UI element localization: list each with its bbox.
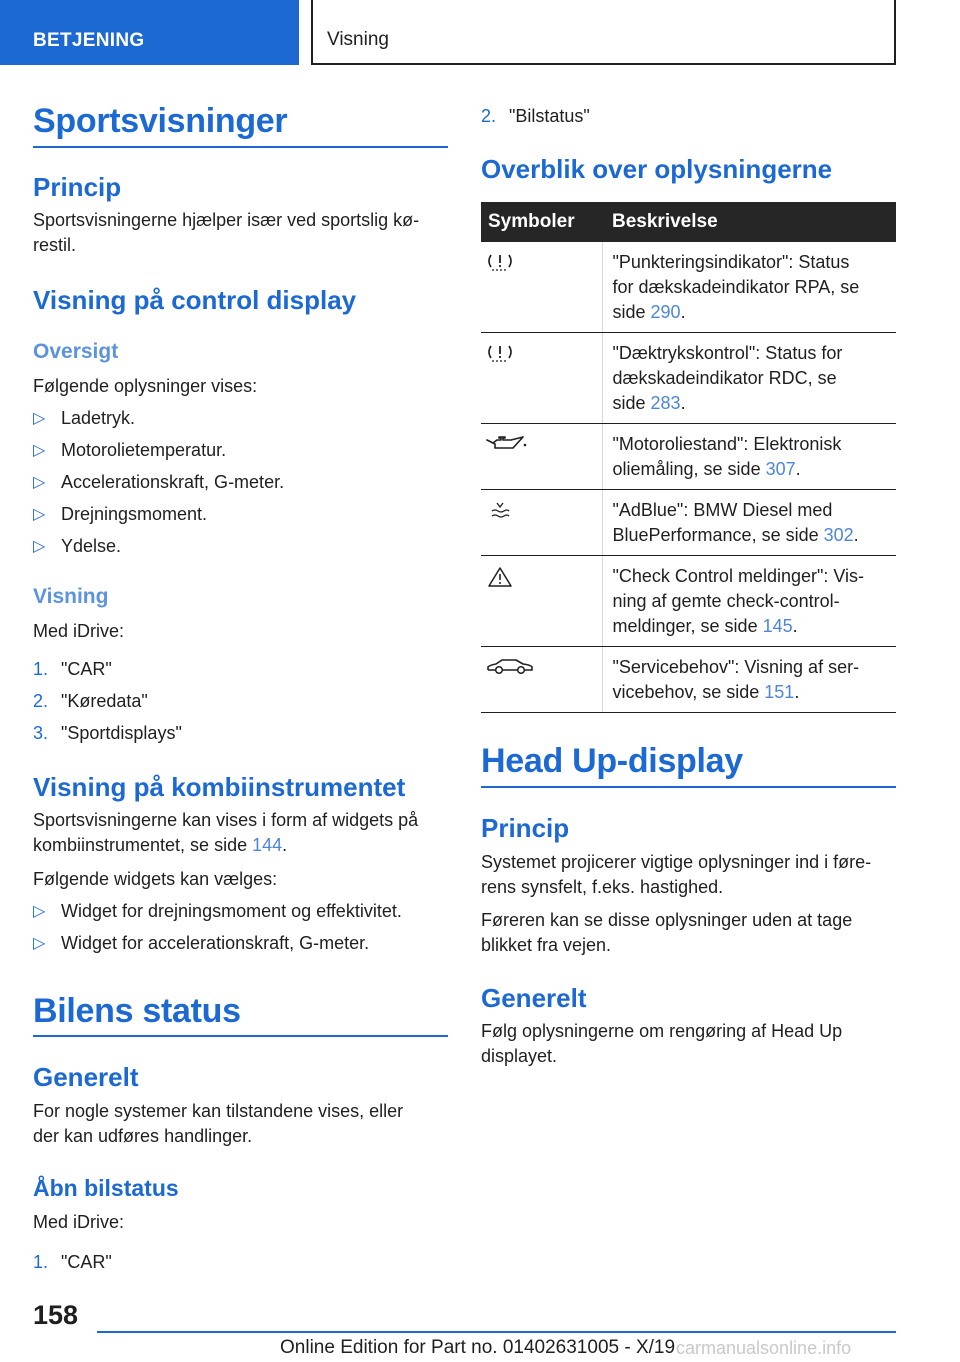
paragraph-princip-line-1: Systemet projicerer vigtige oplysninger ind i føre- bbox=[481, 852, 872, 872]
table-header-row bbox=[481, 202, 896, 242]
paragraph-kombi-line-1: Sportsvisningerne kan vises i form af widgets på bbox=[33, 810, 419, 830]
column-header-symboler: Symboler bbox=[481, 202, 602, 242]
heading-visning: Visning bbox=[33, 585, 109, 608]
table-row: "Dæktrykskontrol": Status for dækskadeindikator RDC, se side 283. bbox=[481, 333, 896, 424]
tire-pressure-icon bbox=[485, 343, 515, 363]
table-row: "Motoroliestand": Elektronisk oliemåling, se side 307. bbox=[481, 424, 896, 490]
bullet-triangle-icon: ▷ bbox=[33, 538, 46, 555]
paragraph-foereren-line-1: Føreren kan se disse oplysninger uden at tage bbox=[481, 910, 853, 930]
heading-head-up-display: Head Up-display bbox=[481, 742, 743, 780]
oil-can-icon bbox=[485, 434, 529, 454]
symbol-table bbox=[481, 202, 896, 713]
bullet-triangle-icon: ▷ bbox=[33, 410, 46, 427]
heading-princip: Princip bbox=[481, 813, 570, 843]
table-row: "AdBlue": BMW Diesel med BluePerformance, se side 302. bbox=[481, 490, 896, 556]
watermark: carmanualsonline.info bbox=[676, 1338, 852, 1358]
page-link[interactable]: 145 bbox=[762, 616, 793, 636]
warning-triangle-icon bbox=[485, 566, 515, 588]
page-link[interactable]: 151 bbox=[764, 682, 795, 702]
heading-overblik: Overblik over oplysningerne bbox=[481, 154, 833, 184]
heading-rule bbox=[481, 786, 896, 788]
paragraph-idrive: Med iDrive: bbox=[33, 621, 125, 641]
heading-kombiinstrumentet: Visning på kombiinstrumentet bbox=[33, 772, 406, 802]
paragraph-generelt-line-2: displayet. bbox=[481, 1046, 558, 1066]
heading-bilens-status: Bilens status bbox=[33, 992, 241, 1030]
bullet-triangle-icon: ▷ bbox=[33, 474, 46, 491]
paragraph-kombi-line-2: kombiinstrumentet, se side 144. bbox=[33, 835, 288, 855]
page-link[interactable]: 283 bbox=[650, 393, 681, 413]
paragraph-princip-line-2: restil. bbox=[33, 235, 77, 255]
section-tab bbox=[0, 0, 299, 65]
chapter-header bbox=[311, 0, 896, 65]
edition-text: Online Edition for Part no. 01402631005 - X/19 bbox=[280, 1337, 676, 1358]
tire-warning-icon bbox=[485, 252, 515, 272]
paragraph-princip-line-2: rens synsfelt, f.eks. hastighed. bbox=[481, 877, 724, 897]
paragraph-generelt-line-2: der kan udføres handlinger. bbox=[33, 1126, 253, 1146]
bullet-triangle-icon: ▷ bbox=[33, 903, 46, 920]
page-link[interactable]: 302 bbox=[823, 525, 854, 545]
heading-oversigt: Oversigt bbox=[33, 340, 119, 363]
page-link[interactable]: 144 bbox=[252, 835, 283, 855]
paragraph-foereren-line-2: blikket fra vejen. bbox=[481, 935, 612, 955]
heading-rule bbox=[33, 146, 448, 148]
paragraph-idrive: Med iDrive: bbox=[33, 1212, 125, 1232]
heading-control-display: Visning på control display bbox=[33, 285, 357, 315]
page-number: 158 bbox=[33, 1300, 79, 1330]
heading-generelt: Generelt bbox=[33, 1062, 139, 1092]
table-row: "Punkteringsindikator": Status for dækskadeindikator RPA, se side 290. bbox=[481, 242, 896, 333]
paragraph-widgets: Følgende widgets kan vælges: bbox=[33, 869, 278, 889]
page-link[interactable]: 290 bbox=[650, 302, 681, 322]
page-link[interactable]: 307 bbox=[765, 459, 796, 479]
heading-princip: Princip bbox=[33, 172, 122, 202]
footer-rule bbox=[97, 1331, 896, 1333]
bullet-triangle-icon: ▷ bbox=[33, 935, 46, 952]
chapter-title: Visning bbox=[327, 29, 389, 50]
section-label: BETJENING bbox=[33, 30, 145, 51]
table-row: "Servicebehov": Visning af ser- vicebehov, se side 151. bbox=[481, 647, 896, 713]
service-car-icon bbox=[485, 657, 535, 677]
adblue-icon bbox=[485, 500, 515, 522]
paragraph-generelt-line-1: Følg oplysningerne om rengøring af Head Up bbox=[481, 1021, 843, 1041]
column-header-beskrivelse: Beskrivelse bbox=[602, 202, 896, 242]
heading-aabn-bilstatus: Åbn bilstatus bbox=[33, 1175, 179, 1201]
table-row: "Check Control meldinger": Vis- ning af gemte check-control- meldinger, se side 145. bbox=[481, 556, 896, 647]
heading-rule bbox=[33, 1035, 448, 1037]
paragraph-princip-line-1: Sportsvisningerne hjælper især ved sportslig kø- bbox=[33, 210, 420, 230]
paragraph-oversigt: Følgende oplysninger vises: bbox=[33, 376, 258, 396]
bullet-triangle-icon: ▷ bbox=[33, 442, 46, 459]
heading-sportsvisninger: Sportsvisninger bbox=[33, 102, 288, 140]
heading-generelt: Generelt bbox=[481, 983, 587, 1013]
bullet-triangle-icon: ▷ bbox=[33, 506, 46, 523]
paragraph-generelt-line-1: For nogle systemer kan tilstandene vises, eller bbox=[33, 1101, 404, 1121]
